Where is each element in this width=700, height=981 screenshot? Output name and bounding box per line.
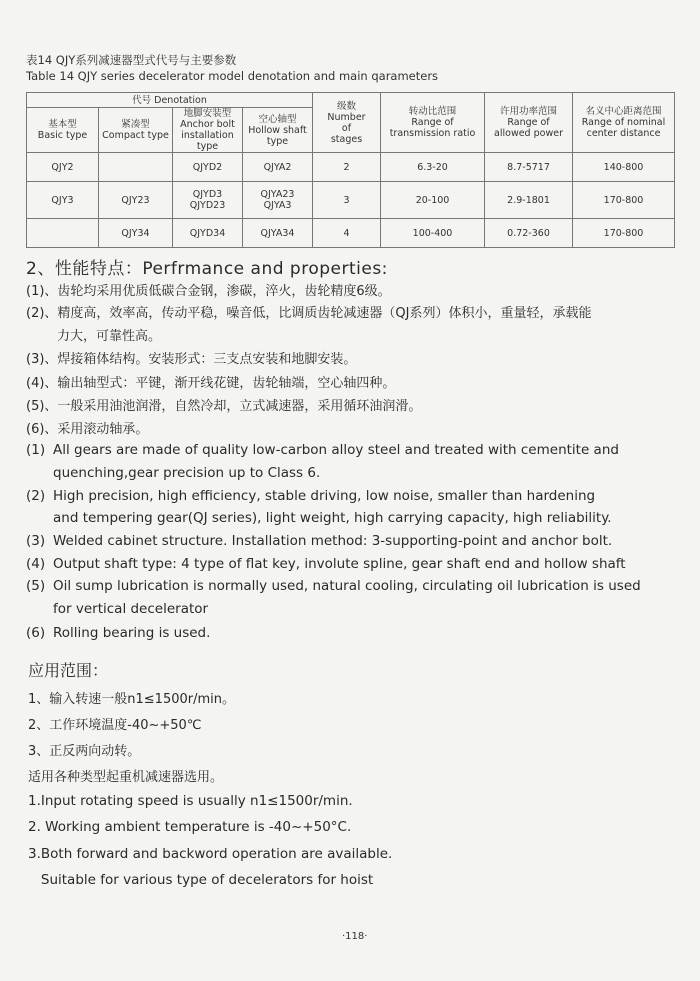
cell-stages: 3 [313,182,381,219]
application-cn-item: 3、正反两向动转。 [28,744,141,759]
header-anchor-type: 地脚安装型 Anchor bolt installation type [173,108,243,153]
cell-basic [27,219,99,248]
cell-basic: QJY2 [27,153,99,182]
cn-item: (3)、焊接箱体结构。安装形式：三支点安装和地脚安装。 [26,352,357,367]
parameter-table [26,92,675,248]
application-cn-item: 适用各种类型起重机减速器选用。 [28,770,224,785]
table-row [27,153,675,182]
cell-ratio: 20-100 [381,182,485,219]
cell-power: 0.72-360 [485,219,573,248]
cell-power: 2.9-1801 [485,182,573,219]
cell-hollow: QJYA34 [243,219,313,248]
cn-item-continued: 力大，可靠性高。 [57,329,162,344]
table-caption-cn: 表14 QJY系列减速器型式代号与主要参数 [26,53,237,67]
en-item: (2) High precision, high efficiency, stable driving, low noise, smaller than hardening [26,488,596,504]
header-hollow-type: 空心轴型 Hollow shaft type [243,108,313,153]
cell-distance: 140-800 [573,153,675,182]
table-caption-en: Table 14 QJY series decelerator model denotation and main qarameters [26,69,439,83]
cell-basic: QJY3 [27,182,99,219]
cell-anchor: QJYD3 QJYD23 [173,182,243,219]
table-row [27,182,675,219]
cell-hollow: QJYA23 QJYA3 [243,182,313,219]
header-ratio: 转动比范围 Range of transmission ratio [381,93,485,153]
cell-stages: 4 [313,219,381,248]
cell-anchor: QJYD34 [173,219,243,248]
cn-item: (5)、一般采用油池润滑，自然冷却，立式减速器，采用循环油润滑。 [26,399,422,414]
cn-item: (2)、精度高，效率高，传动平稳，噪音低，比调质齿轮减速器（QJ系列）体积小，重量轻，承载能 [26,306,592,321]
header-compact-type: 紧凑型 Compact type [99,108,173,153]
application-cn-item: 1、输入转速一般n1≤1500r/min。 [28,692,235,707]
en-item: (1) All gears are made of quality low-carbon alloy steel and treated with cementite and [26,442,619,458]
cn-item: (4)、输出轴型式：平键，渐开线花键，齿轮轴端，空心轴四种。 [26,376,396,391]
section-title-performance: 2、性能特点：Perfrmance and properties: [26,259,388,279]
cn-item: (6)、采用滚动轴承。 [26,422,149,437]
en-item: (5) Oil sump lubrication is normally used, natural cooling, circulating oil lubrication is used [26,578,641,594]
application-en-item: 1.Input rotating speed is usually n1≤1500r/min. [28,793,353,809]
application-title: 应用范围： [28,661,109,680]
application-en-item: 3.Both forward and backword operation are available. [28,846,393,862]
en-item-continued: quenching,gear precision up to Class 6. [53,465,321,481]
cell-distance: 170-800 [573,182,675,219]
cell-anchor: QJYD2 [173,153,243,182]
en-item: (6) Rolling bearing is used. [26,625,211,641]
table-row [27,219,675,248]
cell-compact: QJY23 [99,182,173,219]
en-item-continued: and tempering gear(QJ series), light weight, high carrying capacity, high reliability. [53,510,612,526]
header-distance: 名义中心距离范围 Range of nominal center distance [573,93,675,153]
en-item: (4) Output shaft type: 4 type of flat key, involute spline, gear shaft end and hollow shaft [26,556,626,572]
en-item: (3) Welded cabinet structure. Installation method: 3-supporting-point and anchor bolt. [26,533,613,549]
cell-hollow: QJYA2 [243,153,313,182]
cell-ratio: 6.3-20 [381,153,485,182]
page-number: ·118· [342,931,368,942]
cell-compact [99,153,173,182]
cell-distance: 170-800 [573,219,675,248]
denotation-group-header: 代号 Denotation [27,93,313,108]
header-basic-type: 基本型 Basic type [27,108,99,153]
cell-ratio: 100-400 [381,219,485,248]
header-power: 许用功率范围 Range of allowed power [485,93,573,153]
en-item-continued: for vertical decelerator [53,601,209,617]
cell-stages: 2 [313,153,381,182]
cell-compact: QJY34 [99,219,173,248]
cn-item: (1)、齿轮均采用优质低碳合金钢，渗碳，淬火，齿轮精度6级。 [26,284,391,299]
table-header-row-1 [27,93,675,108]
header-stages: 级数 Number of stages [313,93,381,153]
application-cn-item: 2、工作环境温度-40~+50℃ [28,718,202,733]
application-en-item: 2. Working ambient temperature is -40~+50°C. [28,819,352,835]
cell-power: 8.7-5717 [485,153,573,182]
application-en-item: Suitable for various type of decelerators for hoist [28,872,374,888]
